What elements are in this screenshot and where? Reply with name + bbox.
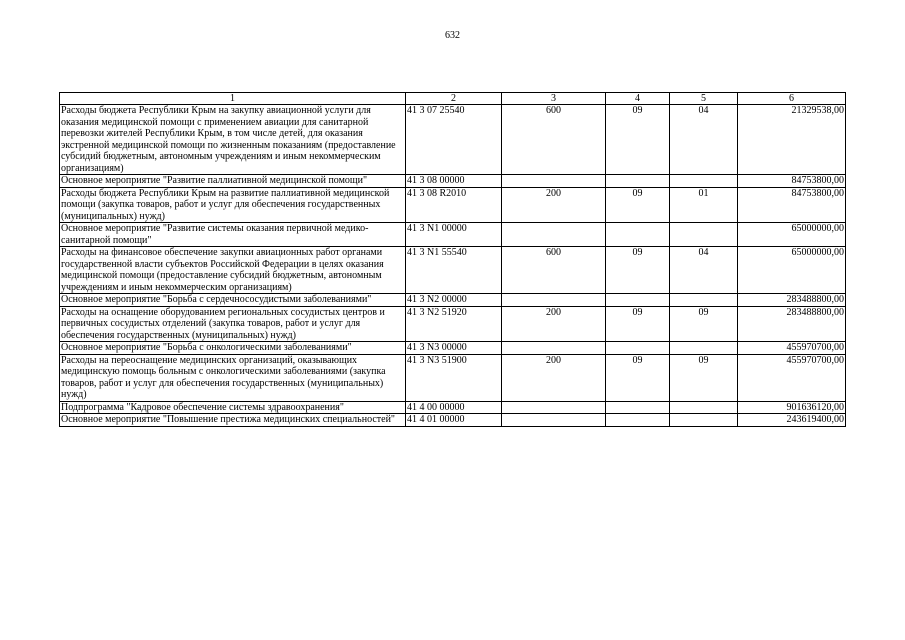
row-code: 41 4 00 00000 — [406, 401, 502, 414]
row-col4 — [606, 175, 670, 188]
row-sum: 901636120,00 — [738, 401, 846, 414]
row-col5: 04 — [670, 105, 738, 175]
row-code: 41 3 N1 00000 — [406, 223, 502, 247]
row-sum: 65000000,00 — [738, 247, 846, 294]
row-col3: 200 — [502, 187, 606, 223]
row-col3 — [502, 342, 606, 355]
row-sum: 84753800,00 — [738, 175, 846, 188]
column-header: 6 — [738, 93, 846, 105]
row-name: Основное мероприятие "Повышение престижа медицинских специальностей" — [60, 414, 406, 427]
row-col3 — [502, 401, 606, 414]
row-col4 — [606, 294, 670, 307]
table-row — [60, 306, 846, 342]
table-row — [60, 187, 846, 223]
row-col5 — [670, 294, 738, 307]
row-code: 41 3 N1 55540 — [406, 247, 502, 294]
page-number: 632 — [445, 30, 460, 41]
row-col3: 200 — [502, 354, 606, 401]
table-row — [60, 175, 846, 188]
column-header: 4 — [606, 93, 670, 105]
table-row — [60, 354, 846, 401]
row-name: Расходы на переоснащение медицинских организаций, оказывающих медицинскую помощь больным с онкологическими заболеваниями (закупка товаров, работ и услуг для обеспечения государственных (муниципальных) нужд) — [60, 354, 406, 401]
row-sum: 455970700,00 — [738, 354, 846, 401]
row-col5 — [670, 223, 738, 247]
row-col4: 09 — [606, 105, 670, 175]
row-col4 — [606, 401, 670, 414]
row-code: 41 3 08 00000 — [406, 175, 502, 188]
column-header: 5 — [670, 93, 738, 105]
row-col5 — [670, 401, 738, 414]
row-col4: 09 — [606, 187, 670, 223]
row-col3 — [502, 223, 606, 247]
table-row — [60, 105, 846, 175]
budget-table — [59, 92, 846, 427]
row-col3: 200 — [502, 306, 606, 342]
row-col5: 09 — [670, 354, 738, 401]
row-name: Расходы на оснащение оборудованием региональных сосудистых центров и первичных сосудистых отделений (закупка товаров, работ и услуг для обеспечения государственных (муниципальных) нужд) — [60, 306, 406, 342]
row-col3: 600 — [502, 105, 606, 175]
row-sum: 283488800,00 — [738, 306, 846, 342]
table-row — [60, 414, 846, 427]
table-row — [60, 223, 846, 247]
row-col4: 09 — [606, 247, 670, 294]
row-code: 41 3 N2 00000 — [406, 294, 502, 307]
row-name: Расходы бюджета Республики Крым на закупку авиационной услуги для оказания медицинской помощи с применением авиации для санитарной перевозки жителей Республики Крым, в том числе детей, для оказания экстренной медицинской помощи по жизненным показаниям (предоставление субсидий бюджетным, автономным учреждениям и иным некоммерческим организациям) — [60, 105, 406, 175]
row-name: Основное мероприятие "Борьба с онкологическими заболеваниями" — [60, 342, 406, 355]
row-name: Подпрограмма "Кадровое обеспечение системы здравоохранения" — [60, 401, 406, 414]
row-sum: 21329538,00 — [738, 105, 846, 175]
row-name: Основное мероприятие "Развитие паллиативной медицинской помощи" — [60, 175, 406, 188]
table-row — [60, 342, 846, 355]
row-col4 — [606, 342, 670, 355]
table-row — [60, 294, 846, 307]
row-code: 41 3 N3 00000 — [406, 342, 502, 355]
row-col5 — [670, 175, 738, 188]
row-code: 41 3 08 R2010 — [406, 187, 502, 223]
column-header: 2 — [406, 93, 502, 105]
row-sum: 243619400,00 — [738, 414, 846, 427]
column-header: 1 — [60, 93, 406, 105]
row-col4 — [606, 223, 670, 247]
row-name: Основное мероприятие "Борьба с сердечнососудистыми заболеваниями" — [60, 294, 406, 307]
row-col3 — [502, 175, 606, 188]
row-name: Расходы на финансовое обеспечение закупки авиационных работ органами государственной власти субъектов Российской Федерации в целях оказания медицинской помощи (предоставление субсидий бюджетным, автономным учреждениям и иным некоммерческим организациям) — [60, 247, 406, 294]
row-col4: 09 — [606, 306, 670, 342]
row-code: 41 3 N3 51900 — [406, 354, 502, 401]
row-name: Расходы бюджета Республики Крым на развитие паллиативной медицинской помощи (закупка товаров, работ и услуг для обеспечения государственных (муниципальных) нужд) — [60, 187, 406, 223]
row-col3: 600 — [502, 247, 606, 294]
row-sum: 455970700,00 — [738, 342, 846, 355]
row-code: 41 3 07 25540 — [406, 105, 502, 175]
column-header: 3 — [502, 93, 606, 105]
row-code: 41 4 01 00000 — [406, 414, 502, 427]
row-col5: 09 — [670, 306, 738, 342]
row-col5: 04 — [670, 247, 738, 294]
row-col4: 09 — [606, 354, 670, 401]
table-row — [60, 247, 846, 294]
row-code: 41 3 N2 51920 — [406, 306, 502, 342]
row-col5 — [670, 342, 738, 355]
row-sum: 84753800,00 — [738, 187, 846, 223]
row-sum: 283488800,00 — [738, 294, 846, 307]
row-sum: 65000000,00 — [738, 223, 846, 247]
table-row — [60, 401, 846, 414]
table-header-row — [60, 93, 846, 105]
row-col3 — [502, 294, 606, 307]
row-name: Основное мероприятие "Развитие системы оказания первичной медико-санитарной помощи" — [60, 223, 406, 247]
row-col4 — [606, 414, 670, 427]
row-col5: 01 — [670, 187, 738, 223]
row-col3 — [502, 414, 606, 427]
row-col5 — [670, 414, 738, 427]
